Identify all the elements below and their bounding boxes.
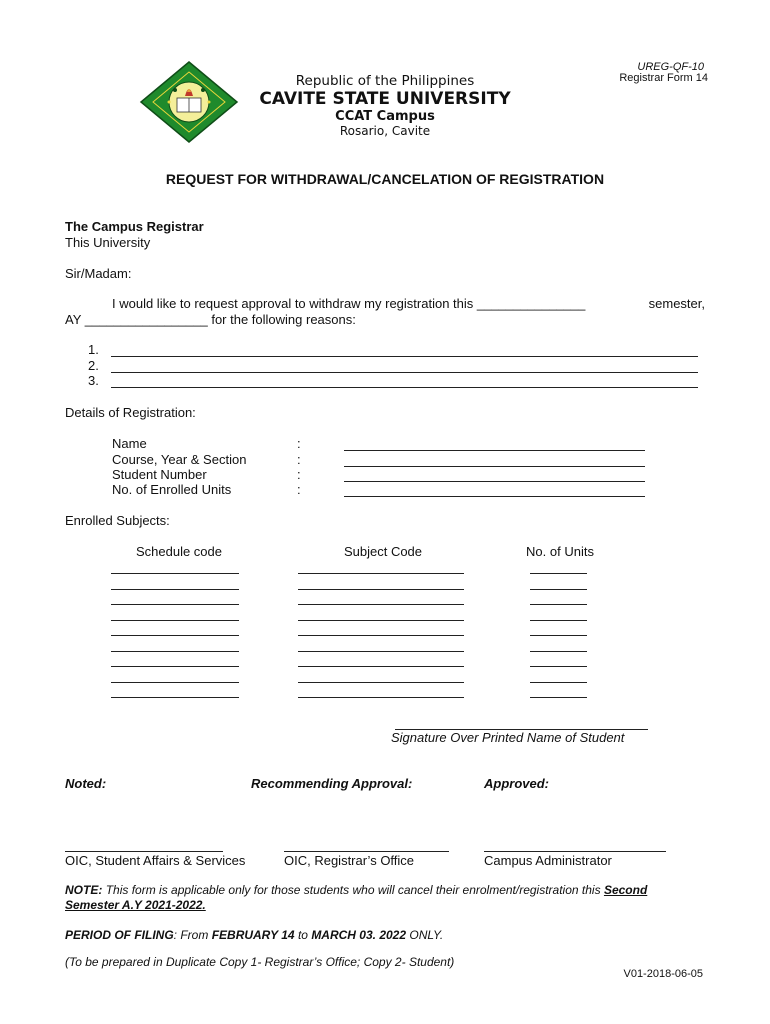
campus-admin-signature-line[interactable] <box>484 851 666 852</box>
period-to-text: to <box>297 928 308 942</box>
schedule-code-line[interactable] <box>111 682 239 683</box>
schedule-code-line[interactable] <box>111 697 239 698</box>
schedule-code-line[interactable] <box>111 666 239 667</box>
units-line[interactable] <box>530 635 587 636</box>
note-term: Second <box>603 883 648 897</box>
units-input-line[interactable] <box>344 496 645 497</box>
units-line[interactable] <box>530 620 587 621</box>
recommending-label: Recommending Approval: <box>251 776 413 791</box>
signatory-campus-admin: Campus Administrator <box>484 853 612 868</box>
subject-code-line[interactable] <box>298 604 464 605</box>
reason-number-1: 1. <box>88 342 99 357</box>
period-from-text: : From <box>173 928 209 942</box>
subject-code-line[interactable] <box>298 682 464 683</box>
form-name: Registrar Form 14 <box>619 72 708 84</box>
request-text-line1 <box>112 296 585 311</box>
field-colon: : <box>297 467 301 482</box>
name-input-line[interactable] <box>344 450 645 451</box>
ay-blank[interactable]: _________________ <box>84 312 208 327</box>
period-of-filing <box>65 928 443 942</box>
units-line[interactable] <box>530 573 587 574</box>
column-header-units: No. of Units <box>526 544 594 559</box>
schedule-code-line[interactable] <box>111 589 239 590</box>
subject-code-line[interactable] <box>298 620 464 621</box>
campus-name: CCAT Campus <box>335 109 435 124</box>
reason-line-2[interactable] <box>111 372 698 373</box>
request-text-start: I would like to request approval to withdraw my registration this <box>112 296 474 311</box>
field-colon: : <box>297 452 301 467</box>
oic-registrar-signature-line[interactable] <box>284 851 449 852</box>
request-text-line2 <box>65 312 356 327</box>
field-label-course: Course, Year & Section <box>112 452 247 467</box>
copies-note: (To be prepared in Duplicate Copy 1- Registrar’s Office; Copy 2- Student) <box>65 955 455 969</box>
reason-line-3[interactable] <box>111 387 698 388</box>
subject-code-line[interactable] <box>298 573 464 574</box>
column-header-subject: Subject Code <box>343 544 423 559</box>
field-label-student-number: Student Number <box>112 467 207 482</box>
form-code: UREG-QF-10 <box>637 61 704 73</box>
period-label: PERIOD OF FILING <box>65 928 174 942</box>
period-suffix: ONLY. <box>409 928 444 942</box>
form-title: REQUEST FOR WITHDRAWAL/CANCELATION OF REGISTRATION <box>165 171 605 187</box>
units-line[interactable] <box>530 697 587 698</box>
campus-location: Rosario, Cavite <box>339 124 431 138</box>
course-input-line[interactable] <box>344 466 645 467</box>
subject-code-line[interactable] <box>298 666 464 667</box>
subjects-heading: Enrolled Subjects: <box>65 513 170 528</box>
subject-code-line[interactable] <box>298 589 464 590</box>
column-header-schedule: Schedule code <box>135 544 222 559</box>
field-label-name: Name <box>112 436 147 451</box>
units-line[interactable] <box>530 604 587 605</box>
note-line1 <box>65 883 647 897</box>
schedule-code-line[interactable] <box>111 651 239 652</box>
field-colon: : <box>297 482 301 497</box>
signatory-student-affairs: OIC, Student Affairs & Services <box>65 853 246 868</box>
details-heading: Details of Registration: <box>65 405 196 420</box>
university-seal-icon <box>139 60 239 144</box>
field-colon: : <box>297 436 301 451</box>
schedule-code-line[interactable] <box>111 620 239 621</box>
subject-code-line[interactable] <box>298 697 464 698</box>
period-end: MARCH 03. 2022 <box>311 928 407 942</box>
request-text-semester: semester, <box>648 296 705 311</box>
student-signature-caption: Signature Over Printed Name of Student <box>391 730 625 745</box>
note-term-line2: Semester A.Y 2021-2022. <box>65 898 206 912</box>
noted-label: Noted: <box>65 776 107 791</box>
reasons-intro: for the following reasons: <box>211 312 356 327</box>
republic-line: Republic of the Philippines <box>295 73 475 89</box>
semester-blank[interactable]: _______________ <box>476 296 586 311</box>
student-number-input-line[interactable] <box>344 481 645 482</box>
units-line[interactable] <box>530 589 587 590</box>
signatory-registrar: OIC, Registrar’s Office <box>284 853 415 868</box>
schedule-code-line[interactable] <box>111 635 239 636</box>
schedule-code-line[interactable] <box>111 604 239 605</box>
reason-line-1[interactable] <box>111 356 698 357</box>
subject-code-line[interactable] <box>298 635 464 636</box>
period-start: FEBRUARY 14 <box>211 928 295 942</box>
subject-code-line[interactable] <box>298 651 464 652</box>
reason-number-3: 3. <box>88 373 99 388</box>
units-line[interactable] <box>530 666 587 667</box>
approved-label: Approved: <box>484 776 549 791</box>
addressee-org: This University <box>65 235 151 250</box>
ay-label: AY <box>65 312 82 327</box>
units-line[interactable] <box>530 682 587 683</box>
units-line[interactable] <box>530 651 587 652</box>
field-label-units: No. of Enrolled Units <box>112 482 232 497</box>
schedule-code-line[interactable] <box>111 573 239 574</box>
note-label: NOTE: <box>65 883 103 897</box>
reason-number-2: 2. <box>88 358 99 373</box>
university-name: CAVITE STATE UNIVERSITY <box>259 89 511 109</box>
addressee-name: The Campus Registrar <box>65 219 204 234</box>
version-code: V01-2018-06-05 <box>623 968 703 980</box>
note-text: This form is applicable only for those students who will cancel their enrolment/registration this <box>105 883 601 897</box>
oic-student-affairs-signature-line[interactable] <box>65 851 223 852</box>
salutation: Sir/Madam: <box>65 266 132 281</box>
